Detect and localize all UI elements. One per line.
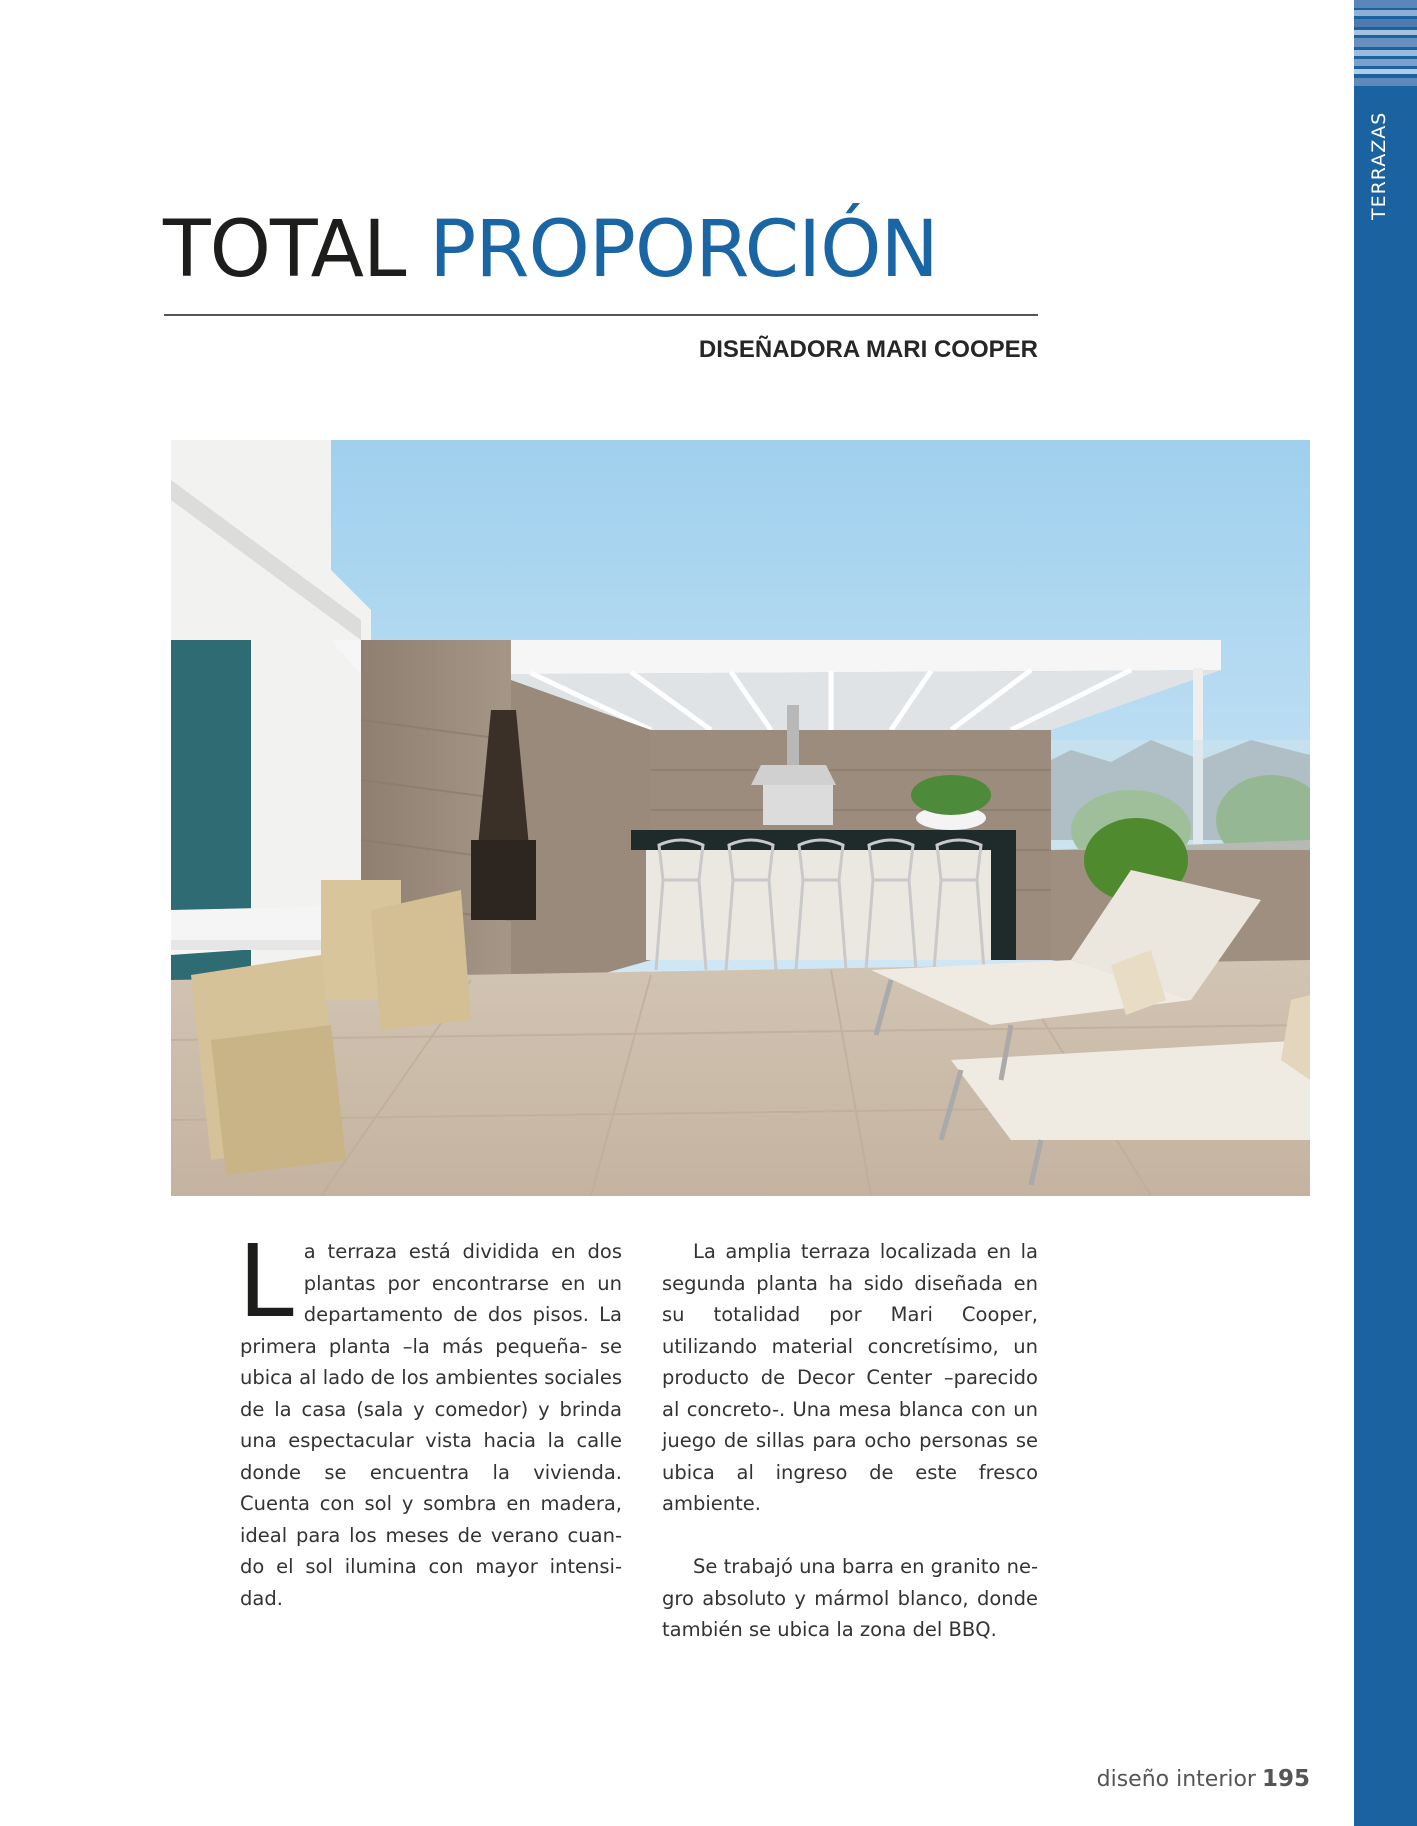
sidebar-stripes: [1354, 0, 1417, 95]
body-paragraph-2: La amplia terraza localizada en la segunda planta ha sido diseñada en su totalidad por Mari Cooper, utilizando material concretísimo, un producto de Decor Center –parecido al concreto-. Una mesa blanca con un juego de sillas para ocho personas se ubica al ingreso de este fresco ambiente.: [662, 1240, 1038, 1515]
drop-cap: L: [238, 1223, 294, 1340]
terrace-photo: [171, 440, 1310, 1196]
body-paragraph-1: [238, 1223, 622, 1614]
section-sidebar: [1354, 0, 1417, 1826]
magazine-name: diseño interior: [1096, 1767, 1256, 1792]
title-part-2: PROPORCIÓN: [429, 205, 938, 295]
body-paragraph-1-text: a terraza está dividida en dos plantas por encontrarse en un departamento de dos pisos. La primera planta –la más pequeña- se ubica al lado de los ambientes sociales de la casa (sala y comedor) y brinda una espectacular vista hacia la calle donde se encuentra la vivienda. Cuenta con sol y sombra en madera, ideal para los meses de verano cuando el sol ilumina con mayor intensidad.: [240, 1240, 622, 1610]
page-number: 195: [1261, 1766, 1310, 1792]
title-divider: [164, 314, 1038, 316]
body-column-1: [238, 1223, 622, 1614]
body-paragraph-3: Se trabajó una barra en granito negro absoluto y mármol blanco, donde también se ubica la zona del BBQ.: [662, 1555, 1038, 1641]
title-part-1: TOTAL: [163, 205, 406, 295]
designer-credit: DISEÑADORA MARI COOPER: [698, 336, 1038, 363]
body-column-2: [662, 1236, 1038, 1646]
section-label: TERRAZAS: [1368, 111, 1390, 220]
page-title: [163, 205, 938, 295]
page-footer: [1020, 1766, 1310, 1792]
